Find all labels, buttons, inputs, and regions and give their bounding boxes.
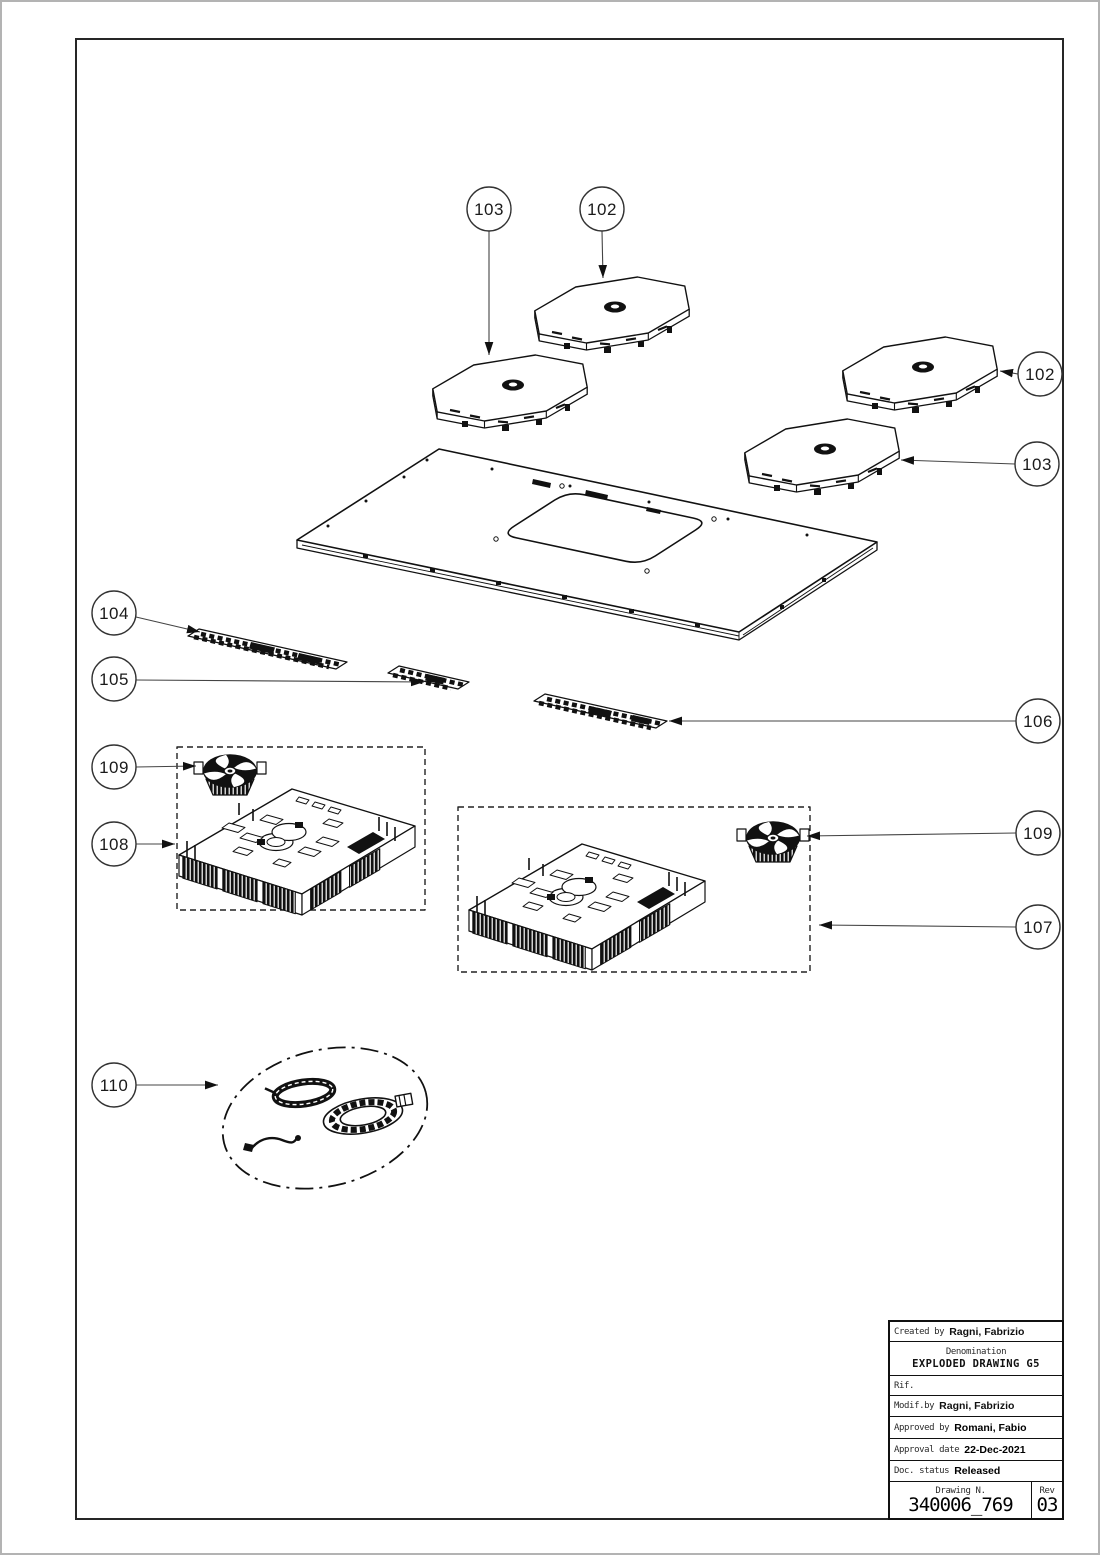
coil-plate-103-left: [433, 355, 587, 431]
balloon-106: [1016, 699, 1060, 743]
balloon-104: [92, 591, 136, 635]
balloon-label: 102: [1025, 365, 1055, 384]
balloon-label: 103: [474, 200, 504, 219]
power-board-assembly-108: [179, 789, 415, 915]
leader-109-right: [807, 833, 1016, 836]
coil-plate-102-top: [535, 277, 689, 353]
coil-plate-103-right: [745, 419, 899, 495]
leader-103-right: [901, 460, 1015, 464]
drawing-number-label: Drawing N.: [935, 1485, 986, 1496]
balloon-label: 108: [99, 835, 129, 854]
exploded-parts: [177, 277, 997, 1209]
leader-104: [136, 617, 200, 632]
denomination-label: Denomination: [945, 1347, 1007, 1357]
approved-by-row: [890, 1417, 1062, 1439]
balloon-102-right: [1018, 352, 1062, 396]
title-block: [888, 1320, 1064, 1520]
leader-109-left: [136, 766, 196, 767]
cooling-fan-109-right: [737, 821, 809, 862]
balloon-label: 102: [587, 200, 617, 219]
leader-105: [136, 680, 424, 682]
modif-by-value: Ragni, Fabrizio: [939, 1400, 1015, 1412]
balloon-102-top: [580, 187, 624, 231]
balloon-105: [92, 657, 136, 701]
created-by-label: Created by: [894, 1326, 945, 1337]
seal-ring: [321, 1090, 417, 1139]
approval-date-label: Approval date: [894, 1444, 960, 1455]
approved-by-value: Romani, Fabio: [954, 1421, 1027, 1434]
cooling-fan-109-left: [194, 754, 266, 795]
balloon-110: [92, 1063, 136, 1107]
balloon-label: 105: [99, 670, 129, 689]
rif-label: Rif.: [894, 1380, 915, 1391]
control-board-106: [534, 694, 667, 728]
drawing-number-cell: [890, 1482, 1032, 1518]
balloon-label: 109: [99, 758, 129, 777]
rev-value: 03: [1036, 1493, 1058, 1516]
jumper-wire: [243, 1135, 301, 1152]
balloon-label: 106: [1023, 712, 1053, 731]
modif-by-row: [890, 1396, 1062, 1417]
created-by-value: Ragni, Fabrizio: [949, 1325, 1025, 1338]
control-board-104: [188, 629, 347, 669]
modif-by-label: Modif.by: [894, 1401, 935, 1411]
approval-date-row: [890, 1439, 1062, 1461]
approval-date-value: 22-Dec-2021: [964, 1443, 1026, 1456]
denomination-value: EXPLODED DRAWING G5: [912, 1358, 1040, 1370]
coil-plate-102-right: [843, 337, 997, 413]
accessory-kit-110: [208, 1027, 443, 1209]
doc-status-label: Doc. status: [894, 1466, 950, 1476]
leader-102-top: [602, 231, 603, 278]
balloon-109-left: [92, 745, 136, 789]
control-board-105: [388, 666, 469, 689]
balloon-103-top: [467, 187, 511, 231]
rif-row: [890, 1376, 1062, 1396]
drawing-number-value: 340006_769: [908, 1493, 1013, 1516]
drawing-number-row: [890, 1482, 1062, 1518]
rev-label: Rev: [1039, 1485, 1055, 1496]
balloon-109-right: [1016, 811, 1060, 855]
power-board-assembly-107: [469, 844, 705, 970]
balloon-label: 110: [99, 1076, 129, 1095]
approved-by-label: Approved by: [894, 1422, 950, 1433]
wound-coil-cable: [265, 1078, 334, 1109]
leader-107: [819, 925, 1016, 927]
balloon-108: [92, 822, 136, 866]
balloon-label: 103: [1022, 455, 1052, 474]
created-by-row: [890, 1322, 1062, 1342]
balloon-103-right: [1015, 442, 1059, 486]
balloon-label: 109: [1023, 824, 1053, 843]
balloon-107: [1016, 905, 1060, 949]
balloon-label: 104: [99, 604, 129, 623]
doc-status-row: [890, 1461, 1062, 1482]
leader-102-right: [1000, 371, 1018, 374]
rev-cell: [1032, 1482, 1062, 1518]
doc-status-value: Released: [954, 1465, 1001, 1477]
balloon-label: 107: [1023, 918, 1053, 937]
denomination-row: [890, 1342, 1062, 1376]
